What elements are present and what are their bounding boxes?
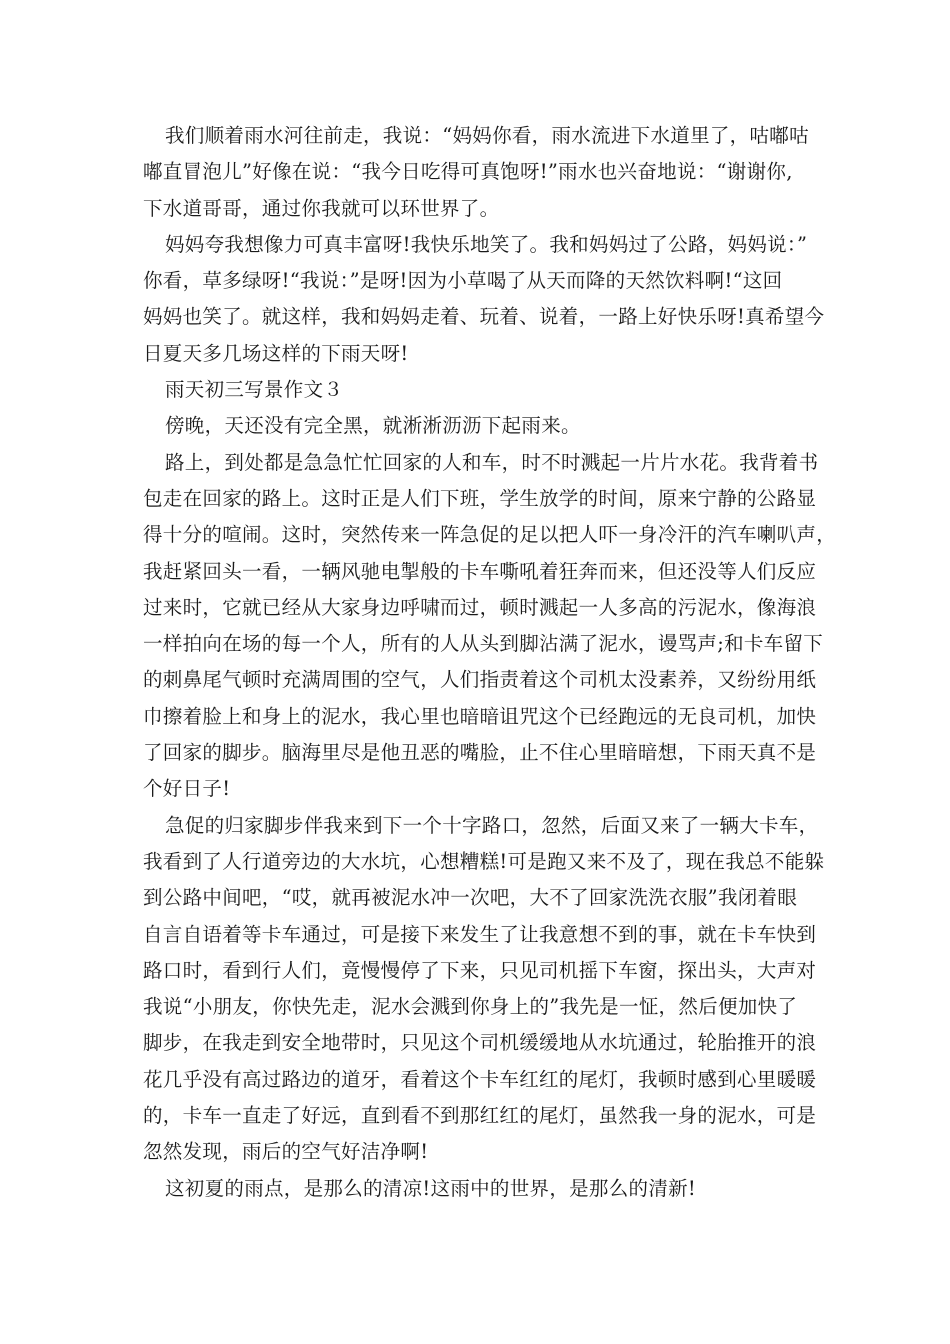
text-line: 嘟直冒泡儿”好像在说：“我今日吃得可真饱呀!”雨水也兴奋地说：“谢谢你,	[143, 160, 793, 184]
text-line: 花几乎没有高过路边的道牙，看着这个卡车红红的尾灯，我顿时感到心里暖暖	[143, 1067, 817, 1091]
text-line: 的刺鼻尾气顿时充满周围的空气，人们指责着这个司机太没素养，又纷纷用纸	[143, 668, 817, 692]
text-line: 下水道哥哥，通过你我就可以环世界了。	[143, 196, 500, 220]
text-line: 的，卡车一直走了好远，直到看不到那红红的尾灯，虽然我一身的泥水，可是	[143, 1104, 817, 1128]
text-line: 这初夏的雨点，是那么的清凉!这雨中的世界，是那么的清新!	[165, 1176, 697, 1200]
text-line: 巾擦着脸上和身上的泥水，我心里也暗暗诅咒这个已经跑远的无良司机，加快	[143, 704, 817, 728]
text-line: 你看，草多绿呀!“我说：”是呀!因为小草喝了从天而降的天然饮料啊!“这回	[143, 269, 783, 293]
text-line: 到公路中间吧，“哎，就再被泥水冲一次吧，大不了回家洗洗衣服”我闭着眼	[143, 886, 798, 910]
text-line: 我说“小朋友，你快先走，泥水会溅到你身上的”我先是一怔，然后便加快了	[143, 995, 798, 1019]
text-line: 一样拍向在场的每一个人，所有的人从头到脚沾满了泥水，谩骂声;和卡车留下	[143, 632, 824, 656]
text-line: 我看到了人行道旁边的大水坑，心想糟糕!可是跑又来不及了，现在我总不能躲	[143, 849, 825, 873]
document-body	[143, 118, 837, 1207]
text-line: 路上，到处都是急急忙忙回家的人和车，时不时溅起一片片水花。我背着书	[165, 450, 819, 474]
text-line: 路口时，看到行人们，竟慢慢停了下来，只见司机摇下车窗，探出头，大声对	[143, 958, 817, 982]
text-line: 脚步，在我走到安全地带时，只见这个司机缓缓地从水坑通过，轮胎推开的浪	[143, 1031, 817, 1055]
text-line: 我们顺着雨水河往前走，我说：“妈妈你看，雨水流进下水道里了，咕嘟咕	[165, 124, 809, 147]
text-line: 自言自语着等卡车通过，可是接下来发生了让我意想不到的事，就在卡车快到	[143, 922, 817, 946]
text-line: 妈妈也笑了。就这样，我和妈妈走着、玩着、说着，一路上好快乐呀!真希望今	[143, 305, 825, 329]
text-line: 我赶紧回头一看，一辆风驰电掣般的卡车嘶吼着狂奔而来，但还没等人们反应	[143, 559, 817, 583]
text-line: 个好日子!	[143, 777, 231, 801]
text-line: 得十分的喧闹。这时，突然传来一阵急促的足以把人吓一身冷汗的汽车喇叭声，	[143, 523, 837, 547]
text-line: 包走在回家的路上。这时正是人们下班，学生放学的时间，原来宁静的公路显	[143, 486, 817, 510]
text-line: 妈妈夸我想像力可真丰富呀!我快乐地笑了。我和妈妈过了公路，妈妈说：”	[165, 232, 808, 256]
text-line: 过来时，它就已经从大家身边呼啸而过，顿时溅起一人多高的污泥水，像海浪	[143, 595, 817, 619]
text-line: 了回家的脚步。脑海里尽是他丑恶的嘴脸，止不住心里暗暗想，下雨天真不是	[143, 741, 817, 765]
text-line: 忽然发现，雨后的空气好洁净啊!	[143, 1140, 429, 1164]
text-line: 急促的归家脚步伴我来到下一个十字路口，忽然，后面又来了一辆大卡车，	[165, 813, 819, 837]
text-line: 傍晚，天还没有完全黑，就淅淅沥沥下起雨来。	[165, 414, 581, 438]
text-line: 雨天初三写景作文３	[165, 378, 344, 402]
text-line: 日夏天多几场这样的下雨天呀!	[143, 341, 409, 365]
